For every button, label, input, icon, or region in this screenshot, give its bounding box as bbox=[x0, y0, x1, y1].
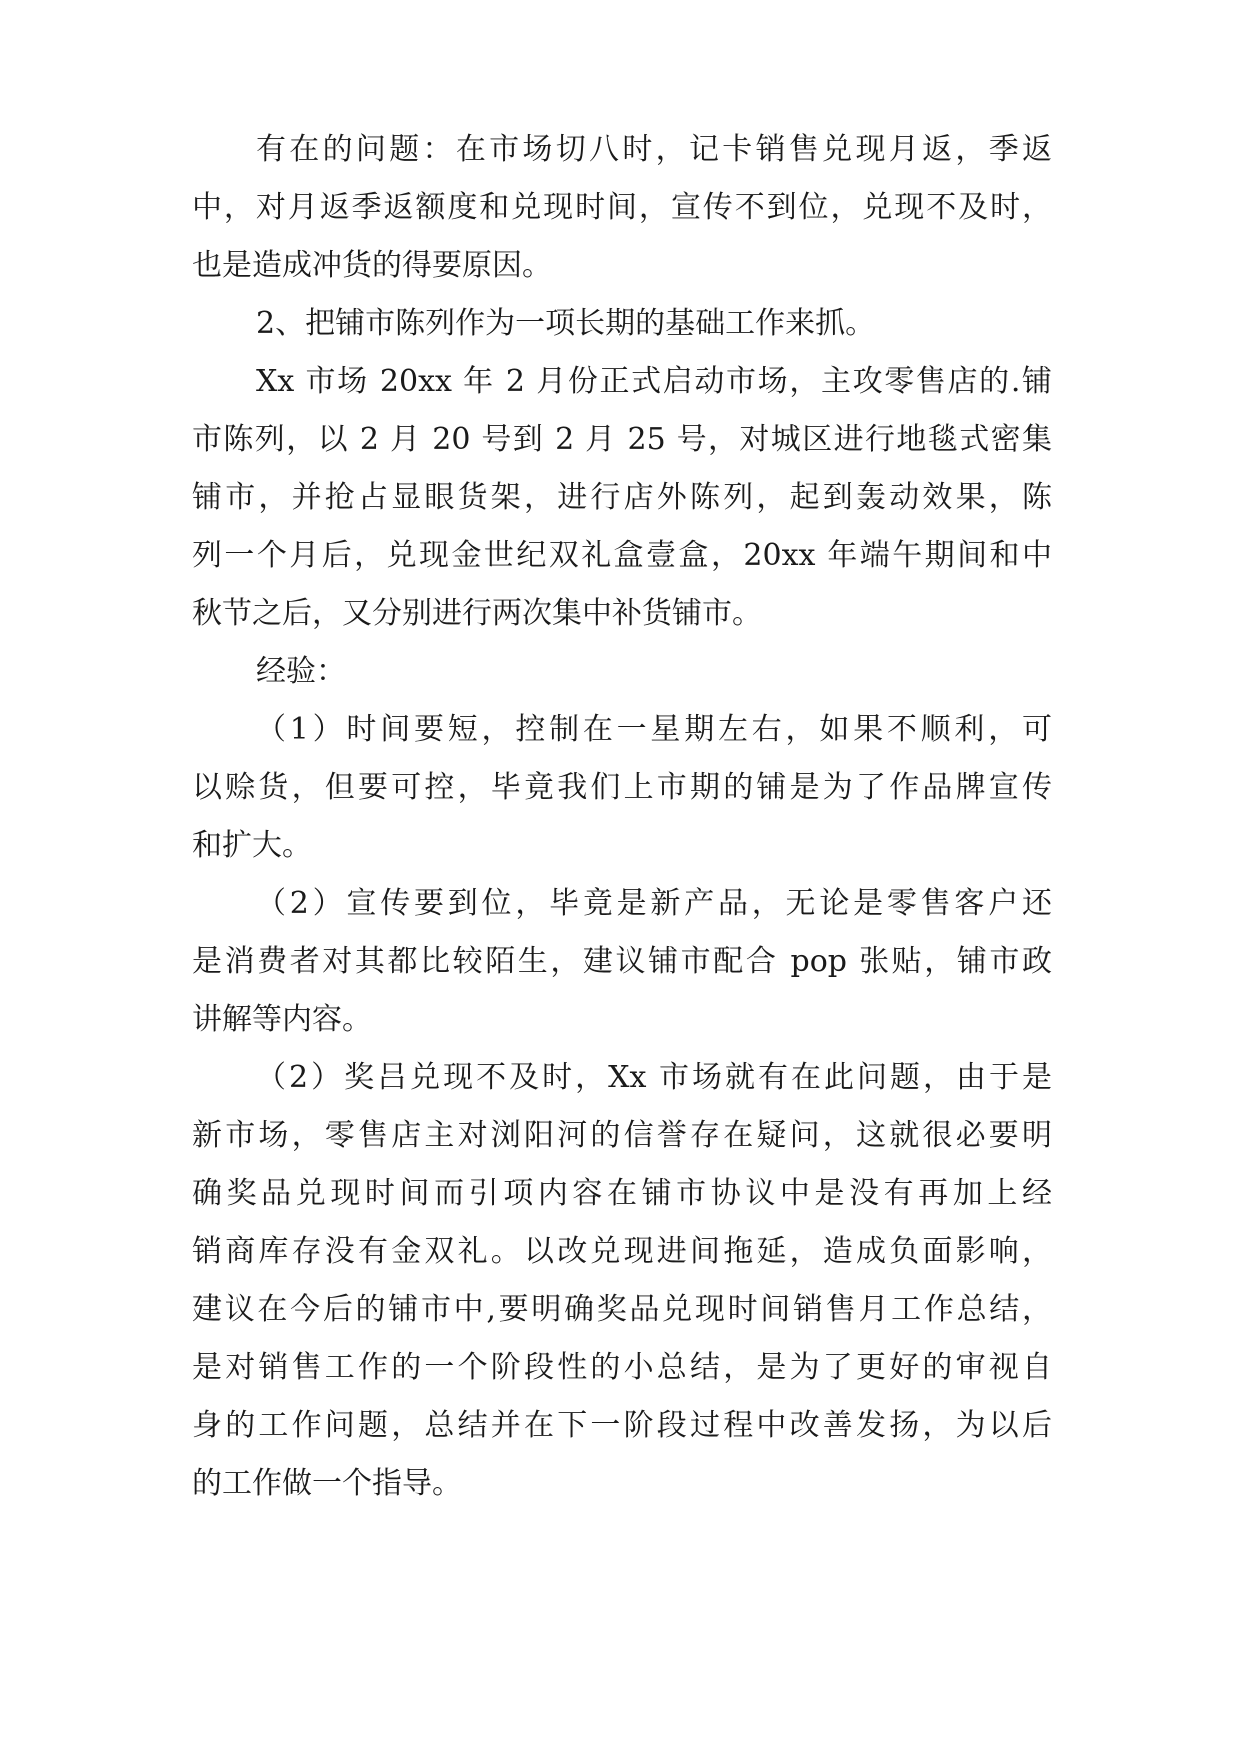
text-line: 建议在今后的铺市中,要明确奖品兑现时间销售月工作总结， bbox=[192, 1292, 1052, 1327]
text-line: 的工作做一个指导。 bbox=[192, 1466, 462, 1501]
text-line: 也是造成冲货的得要原因。 bbox=[192, 248, 552, 283]
text-line: Xx 市场 20xx 年 2 月份正式启动市场，主攻零售店的.铺 bbox=[256, 364, 1052, 399]
text-line: 是对销售工作的一个阶段性的小总结，是为了更好的审视自 bbox=[192, 1350, 1052, 1385]
text-line: 市陈列，以 2 月 20 号到 2 月 25 号，对城区进行地毯式密集 bbox=[192, 422, 1052, 457]
text-line: 有在的问题：在市场切八时，记卡销售兑现月返，季返 bbox=[256, 132, 1052, 167]
text-line: 中，对月返季返额度和兑现时间，宣传不到位，兑现不及时， bbox=[192, 190, 1052, 225]
text-line: 列一个月后，兑现金世纪双礼盒壹盒，20xx 年端午期间和中 bbox=[192, 538, 1052, 573]
text-line: 是消费者对其都比较陌生，建议铺市配合 pop 张贴，铺市政 bbox=[192, 944, 1052, 979]
text-line: 以赊货，但要可控，毕竟我们上市期的铺是为了作品牌宣传 bbox=[192, 770, 1052, 805]
text-line: 铺市，并抢占显眼货架，进行店外陈列，起到轰动效果，陈 bbox=[192, 480, 1052, 515]
text-line: 经验： bbox=[256, 654, 346, 689]
text-line: 讲解等内容。 bbox=[192, 1002, 372, 1037]
text-line: 销商库存没有金双礼。以改兑现进间拖延，造成负面影响， bbox=[192, 1234, 1052, 1269]
text-line: 确奖品兑现时间而引项内容在铺市协议中是没有再加上经 bbox=[192, 1176, 1052, 1211]
text-line: （2）奖吕兑现不及时，Xx 市场就有在此问题，由于是 bbox=[256, 1060, 1052, 1095]
text-line: 和扩大。 bbox=[192, 828, 312, 863]
text-line: 新市场，零售店主对浏阳河的信誉存在疑问，这就很必要明 bbox=[192, 1118, 1052, 1153]
text-line: （2）宣传要到位，毕竟是新产品，无论是零售客户还 bbox=[256, 886, 1052, 921]
text-line: 2、把铺市陈列作为一项长期的基础工作来抓。 bbox=[256, 306, 876, 341]
text-line: 身的工作问题，总结并在下一阶段过程中改善发扬，为以后 bbox=[192, 1408, 1052, 1443]
text-line: 秋节之后，又分别进行两次集中补货铺市。 bbox=[192, 596, 762, 631]
text-line: （1）时间要短，控制在一星期左右，如果不顺利，可 bbox=[256, 712, 1052, 747]
